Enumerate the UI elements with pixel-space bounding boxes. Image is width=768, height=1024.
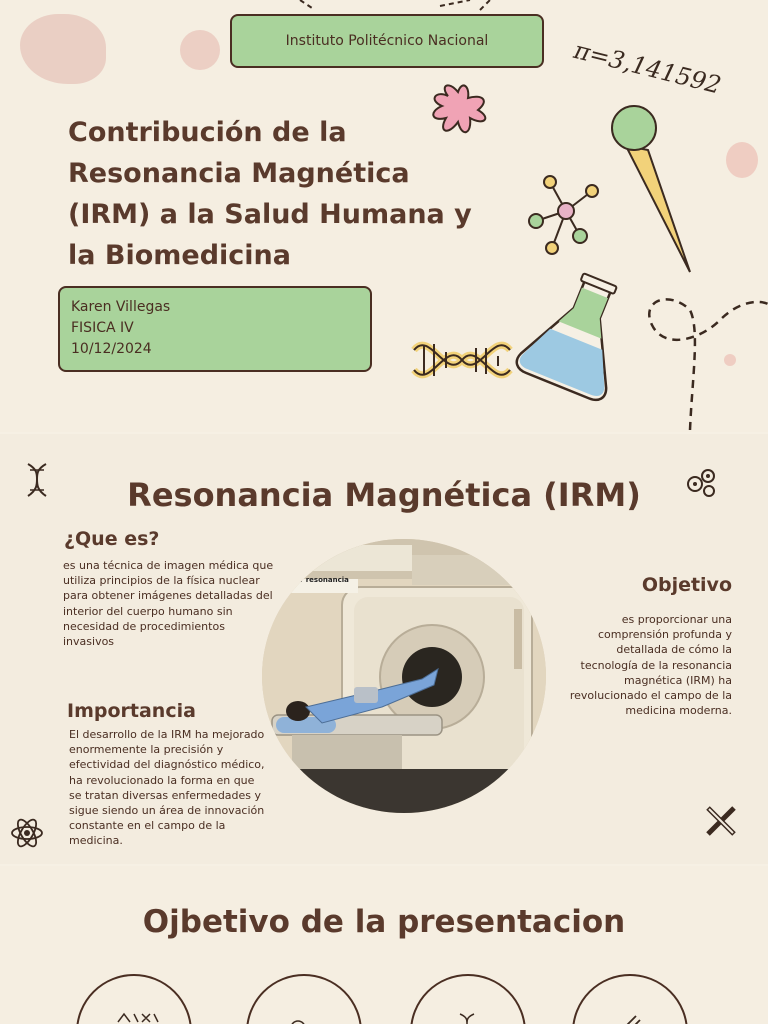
importancia-text: El desarrollo de la IRM ha mejorado enormemente la precisión y efectividad del diagnóstico médico, ha revolucionado la forma en que se tratan diversas enfermedades y sigue siendo un área de innovación constante en el campo de la medicina. [69,728,265,848]
formula-icon [116,1012,160,1024]
objective-circle-4 [572,974,688,1024]
dna-icon [456,1012,478,1024]
objective-title: Ojbetivo de la presentacion [142,904,626,940]
cell-icon [288,1018,308,1024]
institution-name: Instituto Politécnico Nacional [285,33,489,49]
dashed-path-decoration [649,299,768,430]
irm-slide [0,434,768,864]
atom-icon [10,816,44,850]
section-title: Resonancia Magnética (IRM) [127,476,641,514]
test-tube-icon [620,1014,642,1024]
presentation-title: Contribución de la Resonancia Magnética (IRM) a la Salud Humana y la Biomedicina [68,117,472,271]
objetivo-heading: Objetivo [641,574,732,596]
title-slide [0,0,768,432]
que-es-heading: ¿Que es? [64,528,160,550]
objetivo-text: es proporcionar una comprensión profunda y detallada de cómo la tecnología de la resonancia magnética (IRM) ha revolucionado el campo de la medicina moderna. [569,613,732,718]
dna-icon [414,344,510,376]
pipette-icon [612,106,690,272]
importancia-heading: Importancia [67,700,196,722]
flask-icon [514,262,644,403]
science-illustrations [0,0,768,432]
objective-slide [0,866,768,1024]
mri-photo [262,539,546,813]
objective-circle-1 [76,974,192,1024]
author-course: FISICA IV [71,320,134,336]
cells-icon [686,466,718,500]
que-es-text: es una técnica de imagen médica que utiliza principios de la física nuclear para obtener imágenes detalladas del interior del cuerpo humano sin necesidad de procedimientos invasivos [63,559,274,649]
objective-circle-3 [410,974,526,1024]
author-date: 10/12/2024 [71,341,152,357]
dna-icon [22,462,52,498]
molecule-icon [529,176,598,254]
pi-note: π=3,141592 [571,36,724,100]
objective-circle-2 [246,974,362,1024]
starfish-icon [433,85,485,132]
photo-caption: por resonancia [290,576,349,584]
author-name: Karen Villegas [71,299,171,315]
pencil-ruler-icon [704,804,738,838]
